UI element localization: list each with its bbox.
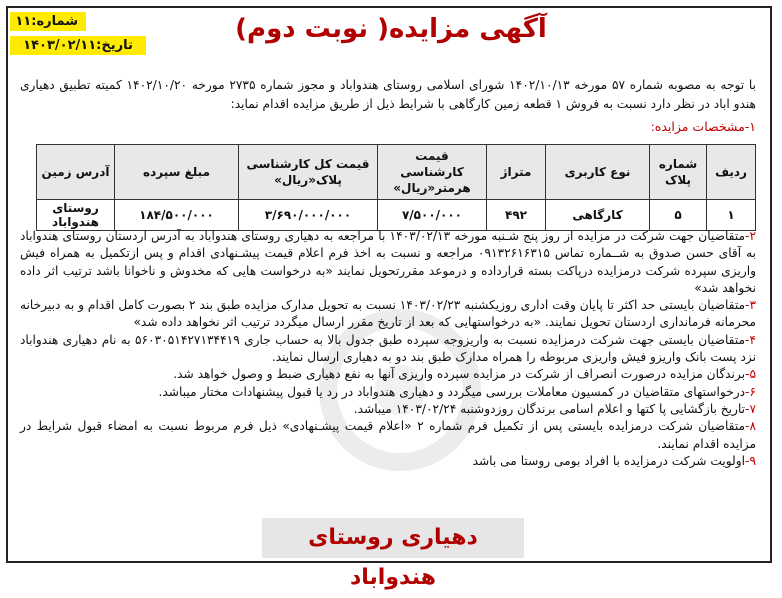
clauses-list: [20, 228, 756, 470]
clause-number: ۷-: [745, 401, 756, 416]
header-land-address: آدرس زمین: [37, 145, 115, 200]
clause-item: [20, 401, 756, 418]
clause-text: برندگان مزایده درصورت انصراف از شرکت در مزایده سپرده واریزی آنها به نفع دهیاری ضبط و وصول خواهد شد.: [173, 367, 746, 382]
cell-deposit: ۱۸۴/۵۰۰/۰۰۰: [115, 200, 239, 231]
table-row: [37, 200, 756, 231]
table-header-row: [37, 145, 756, 200]
cell-plate-number: ۵: [650, 200, 707, 231]
issuer-banner: دهیاری روستای هندواباد: [262, 518, 524, 558]
header-row-number: ردیف: [707, 145, 756, 200]
header-area: متراژ: [487, 145, 546, 200]
clause-number: ۵-: [745, 367, 756, 382]
clause-item: [20, 332, 756, 367]
cell-usage-type: کارگاهی: [546, 200, 650, 231]
notice-date: تاریخ:۱۴۰۳/۰۲/۱۱: [10, 36, 146, 55]
intro-paragraph: با توجه به مصوبه شماره ۵۷ مورخه ۱۴۰۲/۱۰/۱۳ شورای اسلامی روستای هندواباد و مجوز شماره ۲۷۳۵ مورخه ۱۴۰۲/۱۰/۲۰ کمیته تطبیق دهیاری هندو اباد در نظر دارد نسبت به فروش ۱ قطعه زمین کارگاهی با شرایط ذیل از طریق مزایده اقدام نماید:: [20, 78, 756, 111]
clause-text: متقاضیان شرکت درمزایده بایستی پس از تکمیل فرم شماره ۲ «اعلام قیمت پیشـنهادی» ذیل فرم مربوط نسبت به امضاء قبول شرایط در مزایده اقدام نمایند.: [20, 419, 756, 451]
clause-item: [20, 384, 756, 401]
auction-table: [36, 144, 756, 231]
clause-number: ۹-: [745, 453, 756, 468]
clause-number: ۳-: [745, 298, 756, 313]
header-usage-type: نوع کاربری: [546, 145, 650, 200]
clause-item: [20, 297, 756, 332]
clause-item: [20, 453, 756, 470]
page-title: آگهی مزایده( نوبت دوم): [235, 14, 547, 44]
clause-text: متقاضیان جهت شرکت در مزایده از روز پنج شـنبه مورخه ۱۴۰۳/۰۲/۱۳ با مراجعه به دهیاری روستای هندواباد به آدرس اردستان روستای هندواباد به آقای حسن صدوق به شــماره تماس ۰۹۱۳۲۶۱۶۳۱۵ مراجعه و نسبت به اخذ فرم اعلام قیمت پیشـنهادی اقدام و پس ازتکمیل به همراه فیش واریزی سپرده شرکت درمزایده درپاکت بسته قرارداده و درموعد مقررتحویل نمایند «به درخواست هایی که مخدوش و ناخوانا باشد ترتیب اثر داده نخواهد شد»: [20, 229, 757, 295]
clause-item: [20, 418, 756, 453]
clause-number: ۲-: [745, 229, 756, 243]
clause-text: متقاضیان بایستی جهت شرکت درمزایده نسبت به واریزوجه سپرده طبق جدول بالا به حساب جاری ۵۶۰۳۰۵۱۴۲۷۱۳۴۴۱۹ به نام دهیاری هندواباد نزد پست بانک واریزو فیش واریزی مربوطه را همراه مدارک طبق بند دو به دهیاری ارسال نمایند.: [20, 332, 756, 365]
clause-text: اولویت شرکت درمزایده با افراد بومی روستا می باشد: [472, 453, 746, 468]
section-title: ۱-مشخصات مزایده:: [650, 119, 756, 134]
notice-number: شماره:۱۱: [10, 12, 86, 31]
clause-number: ۶-: [745, 384, 756, 399]
clause-text: تاریخ بازگشایی پا کتها و اعلام اسامی برندگان روزدوشنبه ۱۴۰۳/۰۲/۲۴ میباشد.: [353, 401, 746, 416]
clause-item: [20, 228, 756, 297]
cell-land-address: روستای هندواباد: [37, 200, 115, 231]
clause-text: متقاضیان بایستی حد اکثر تا پایان وقت اداری روزیکشنبه ۱۴۰۳/۰۲/۲۳ نسبت به تحویل مدارک مزایده طبق بند ۲ بصورت کامل اقدام و به دبیرخانه محرمانه فرمانداری اردستان تحویل نمایند. «به درخواستهایی که بعد از تاریخ مقرر ارسال میگردد ترتیب اثر نخواهد داده شد»: [20, 298, 756, 330]
clause-item: [20, 366, 756, 383]
header-price-per-meter: قیمت کارشناسی هرمتر«ریال»: [378, 145, 487, 200]
cell-area: ۴۹۲: [487, 200, 546, 231]
header-deposit: مبلغ سپرده: [115, 145, 239, 200]
clause-number: ۴-: [745, 332, 756, 347]
cell-total-price: ۳/۶۹۰/۰۰۰/۰۰۰: [239, 200, 378, 231]
cell-price-per-meter: ۷/۵۰۰/۰۰۰: [378, 200, 487, 231]
clause-text: درخواستهای متقاضیان در کمسیون معاملات بررسی میگردد و دهیاری هندواباد در رد یا قبول پیشنهادات مختار میباشد.: [158, 384, 746, 399]
cell-row-number: ۱: [707, 200, 756, 231]
header-plate-number: شماره پلاک: [650, 145, 707, 200]
header-total-price: قیمت کل کارشناسی پلاک«ریال»: [239, 145, 378, 200]
clause-number: ۸-: [745, 419, 756, 434]
